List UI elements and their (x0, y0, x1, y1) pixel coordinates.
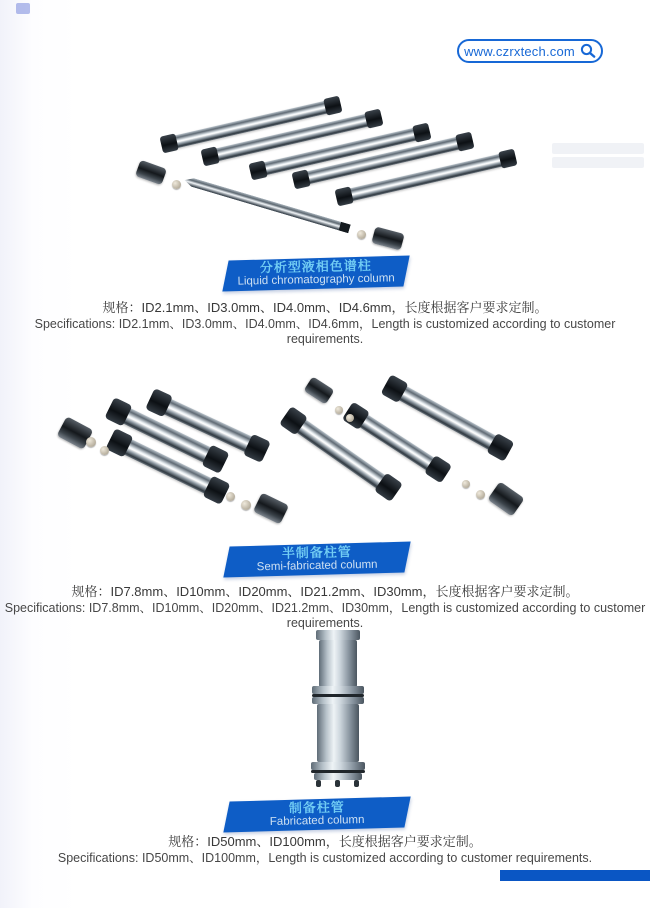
end-cap (487, 481, 524, 516)
frit-disc (357, 230, 366, 239)
column-flange (311, 762, 365, 770)
frit-disc (346, 414, 354, 422)
spec-line-en: Specifications: ID50mm、ID100mm，Length is customized according to customer requirements. (57, 851, 593, 865)
frit-disc (86, 437, 96, 447)
frit-disc (476, 490, 485, 499)
banner-title-en: Liquid chromatography column (237, 272, 395, 288)
section-banner-semiprep (227, 544, 407, 575)
column-flange (312, 686, 364, 694)
flange-bolt (354, 780, 359, 787)
website-badge[interactable] (457, 39, 603, 63)
spec-line-en: Specifications: ID7.8mm、ID10mm、ID20mm、ID21.2mm、ID30mm，Length is customized according to customer requirements. (4, 601, 646, 630)
banner-title-en: Semi-fabricated column (256, 559, 378, 574)
photo-prep-column (302, 628, 374, 790)
column-body (317, 704, 359, 762)
frit-disc (462, 480, 470, 488)
column-neck (319, 640, 357, 687)
end-cap (253, 492, 289, 524)
end-cap (371, 226, 404, 250)
column-flange (312, 697, 364, 704)
banner-title-en: Fabricated column (269, 814, 365, 829)
spec-line-zh: 规格：ID50mm、ID100mm，长度根据客户要求定制。 (168, 834, 482, 849)
section-banner-analytical (226, 258, 406, 289)
column-top-cap (316, 630, 360, 640)
search-icon (580, 43, 596, 59)
footer-accent-bar (500, 870, 650, 881)
spec-line-zh: 规格：ID7.8mm、ID10mm、ID20mm、ID21.2mm、ID30mm，长度根据客户要求定制。 (71, 584, 579, 599)
photo-analytical-columns (115, 88, 545, 258)
section-banner-prep (227, 799, 407, 830)
frit-disc (100, 446, 109, 455)
flange-bolt (316, 780, 321, 787)
spec-line-zh: 规格：ID2.1mm、ID3.0mm、ID4.0mm、ID4.6mm，长度根据客户要求定制。 (102, 300, 548, 315)
banner-title-zh: 制备柱管 (288, 799, 346, 816)
faint-watermark (552, 140, 644, 174)
column-base (314, 773, 362, 780)
frit-disc (226, 492, 235, 501)
frit-disc (172, 180, 181, 189)
end-cap (135, 160, 167, 186)
spec-line-en: Specifications: ID2.1mm、ID3.0mm、ID4.0mm、ID4.6mm，Length is customized according to customer requirements. (34, 317, 616, 346)
website-url[interactable]: www.czrxtech.com (464, 43, 575, 59)
photo-semiprep-columns (50, 370, 600, 532)
flange-bolt (335, 780, 340, 787)
frit-disc (335, 406, 343, 414)
banner-title-zh: 分析型液相色谱柱 (259, 257, 372, 276)
banner-title-zh: 半制备柱管 (281, 544, 353, 561)
logo-mark (16, 3, 30, 14)
end-cap (303, 376, 334, 404)
column-tube-disassembled (183, 176, 350, 233)
frit-disc (241, 500, 251, 510)
